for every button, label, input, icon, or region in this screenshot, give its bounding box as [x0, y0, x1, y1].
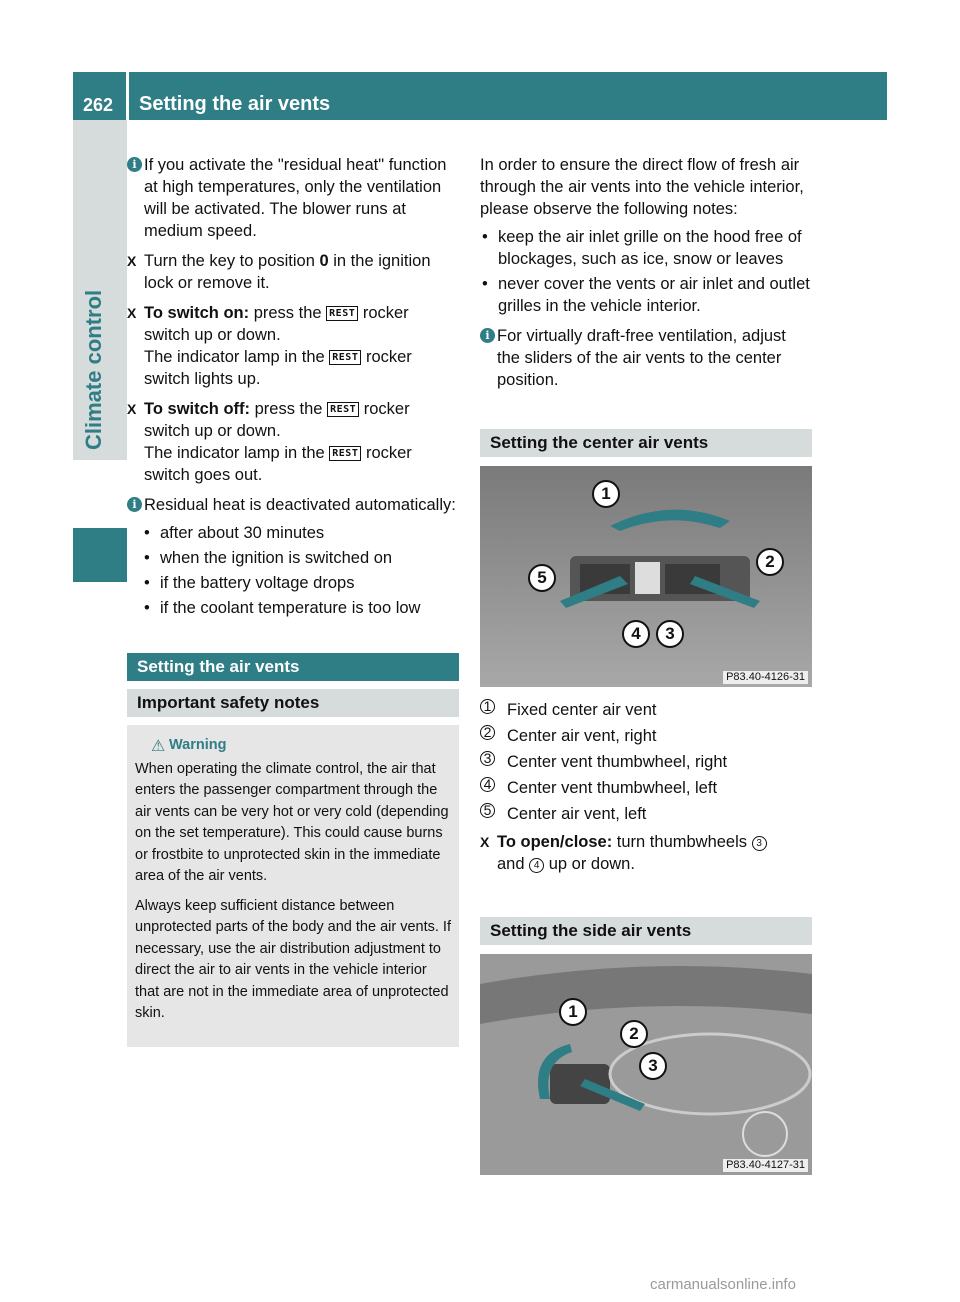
step-open-close: X To open/close: turn thumbwheels 3 and 4 up or down.	[480, 831, 812, 875]
callout-2: 2	[756, 548, 784, 576]
legend-item: 3 Center vent thumbwheel, right	[480, 751, 812, 773]
step-turn-key: X Turn the key to position 0 in the ignition lock or remove it.	[127, 252, 431, 292]
warning-heading: ⚠ Warning	[135, 735, 451, 757]
callout-4: 4	[622, 620, 650, 648]
left-column	[127, 154, 459, 1047]
photo-code: P83.40-4126-31	[723, 671, 808, 684]
warning-paragraph: Always keep sufficient distance between unprotected parts of the body and the air vents. If necessary, use the air distribution adjustment to direct the air to air vents in the vehicle interior that are not in the immediate area of unprotected skin.	[135, 897, 451, 1021]
photo-code: P83.40-4127-31	[723, 1159, 808, 1172]
side-vents-photo	[480, 954, 812, 1175]
subsection-heading-center-vents: Setting the center air vents	[480, 429, 812, 457]
legend-item: 5 Center air vent, left	[480, 803, 812, 825]
center-vents-legend	[480, 699, 812, 825]
info-icon: i	[480, 328, 495, 343]
warning-box	[127, 725, 459, 1047]
info-note-residual-heat: i If you activate the "residual heat" function at high temperatures, only the ventilation will be activated. The blower runs at medium speed.	[127, 154, 459, 242]
section-heading: Setting the air vents	[127, 653, 459, 681]
chapter-marker	[73, 528, 127, 582]
info-icon: i	[127, 497, 142, 512]
chapter-title: Climate control	[81, 289, 106, 450]
center-vents-photo	[480, 466, 812, 687]
legend-item: 1 Fixed center air vent	[480, 699, 812, 721]
deactivation-list	[144, 522, 459, 619]
callout-3: 3	[639, 1052, 667, 1080]
list-item: • never cover the vents or air inlet and outlet grilles in the vehicle interior.	[482, 273, 812, 317]
step-arrow-icon: X	[127, 305, 137, 321]
page-number: 262	[83, 95, 114, 115]
step-arrow-icon: X	[127, 253, 137, 269]
info-icon: i	[127, 157, 142, 172]
list-item: • if the coolant temperature is too low	[144, 597, 459, 619]
warning-paragraph: When operating the climate control, the air that enters the passenger compartment through the air vents can be very hot or very cold (depending on the set temperature). This could cause burns or frostbite to unprotected skin in the immediate area of the air vents.	[135, 760, 449, 884]
page-title: Setting the air vents	[139, 93, 331, 115]
list-item: • when the ignition is switched on	[144, 547, 459, 569]
list-item: • if the battery voltage drops	[144, 572, 459, 594]
page-header	[73, 72, 887, 120]
callout-5: 5	[528, 564, 556, 592]
legend-item: 2 Center air vent, right	[480, 725, 812, 747]
subsection-heading: Important safety notes	[127, 689, 459, 717]
callout-1: 1	[592, 480, 620, 508]
step-arrow-icon: X	[127, 401, 137, 417]
chapter-side-tab	[73, 120, 127, 460]
list-item: • after about 30 minutes	[144, 522, 459, 544]
header-divider	[126, 72, 129, 120]
intro-paragraph: In order to ensure the direct flow of fresh air through the air vents into the vehicle interior, please observe the following notes:	[480, 156, 804, 218]
rest-button-icon: REST	[329, 350, 361, 365]
callout-2: 2	[620, 1020, 648, 1048]
step-arrow-icon: X	[480, 834, 490, 850]
rest-button-icon: REST	[327, 402, 359, 417]
callout-3: 3	[656, 620, 684, 648]
list-item: • keep the air inlet grille on the hood free of blockages, such as ice, snow or leaves	[482, 226, 812, 270]
info-note-draft-free: i For virtually draft-free ventilation, adjust the sliders of the air vents to the center position.	[480, 325, 812, 391]
right-column	[480, 154, 812, 1175]
rest-button-icon: REST	[326, 306, 358, 321]
step-switch-off: X To switch off: press the REST rocker switch up or down. The indicator lamp in the REST rocker switch goes out.	[127, 400, 412, 484]
notes-list	[482, 226, 812, 317]
info-note-deactivation: i Residual heat is deactivated automatically: • after about 30 minutes • when the ignition is switched on • if the battery voltage drops • if the coolant temperature is too low	[127, 494, 459, 619]
legend-item: 4 Center vent thumbwheel, left	[480, 777, 812, 799]
watermark: carmanualsonline.info	[650, 1276, 796, 1293]
warning-triangle-icon: ⚠	[151, 738, 166, 755]
subsection-heading-side-vents: Setting the side air vents	[480, 917, 812, 945]
step-switch-on: X To switch on: press the REST rocker switch up or down. The indicator lamp in the REST rocker switch lights up.	[127, 304, 412, 388]
callout-1: 1	[559, 998, 587, 1026]
rest-button-icon: REST	[329, 446, 361, 461]
